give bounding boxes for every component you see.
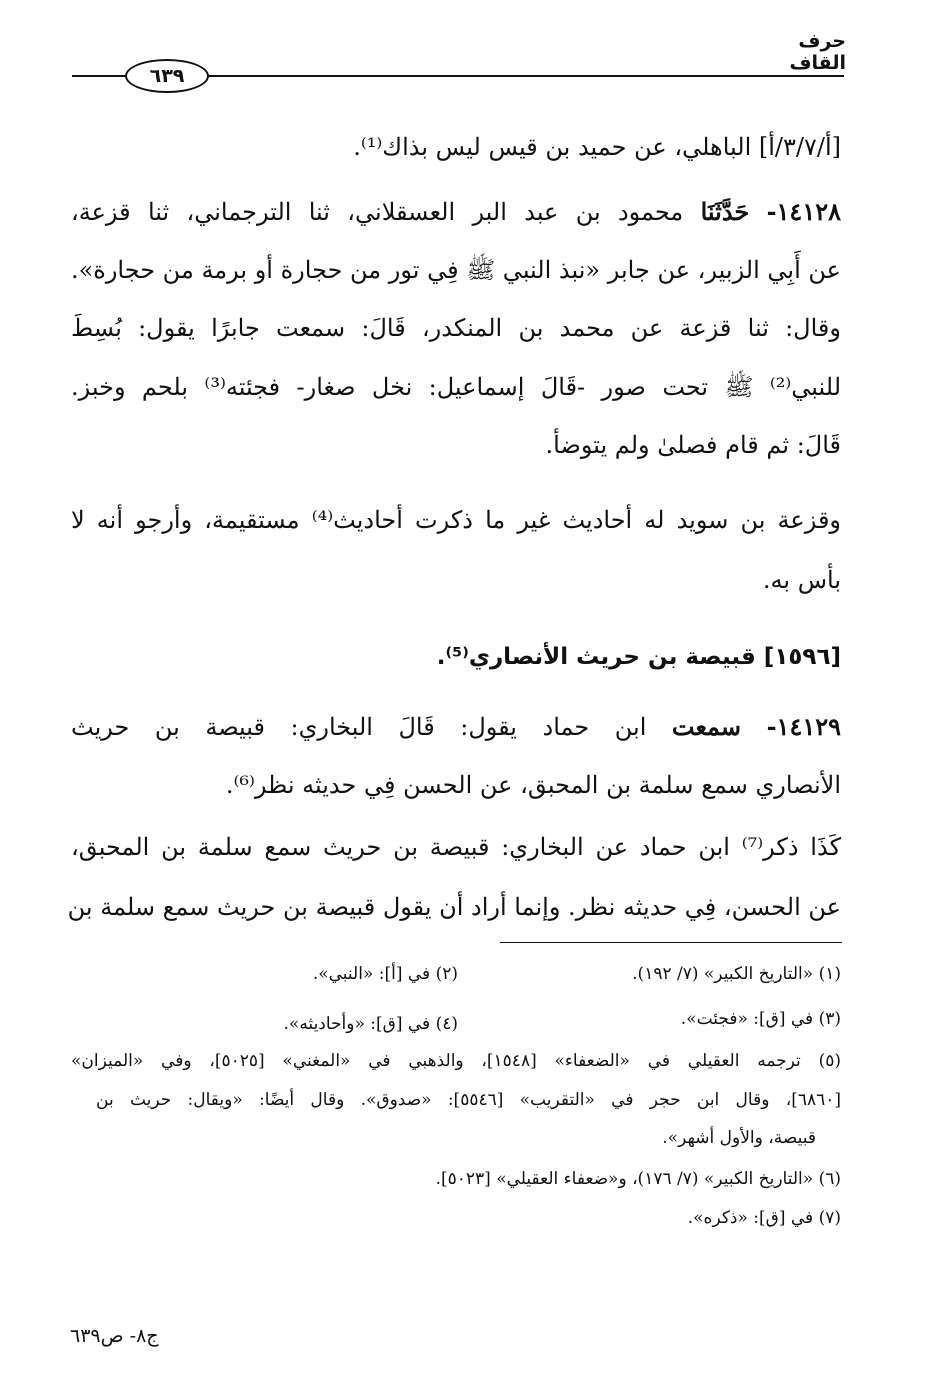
hadith-entry-14128 (71, 195, 841, 229)
footnote-separator (500, 942, 842, 943)
footnote-3: (٣) في [ق]: «فجئت». (680, 1009, 841, 1029)
hadith-number: ١٤١٢٩- (766, 712, 841, 741)
text-line: للنبي⁽²⁾ ﷺ تحت صور -قَالَ إسماعيل: نخل صغار- فجئته⁽³⁾ بلحم وخبز. (71, 373, 841, 401)
hadith-text: محمود بن عبد البر العسقلاني، ثنا الترجماني، ثنا قزعة، (71, 198, 684, 226)
text-line: وقزعة بن سويد له أحاديث غير ما ذكرت أحاديث⁽⁴⁾ مستقيمة، وأرجو أنه لا (71, 506, 842, 534)
footnote-5-line: قبيصة، والأول أشهر». (662, 1128, 816, 1148)
page-number-badge: ٦٣٩ (125, 59, 209, 93)
biography-heading: [١٥٩٦] قبيصة بن حريث الأنصاري⁽⁵⁾. (436, 644, 841, 670)
footnote-5-line: [٦٨٦٠]، وقال ابن حجر في «التقريب» [٥٥٤٦]: «صدوق». وقال أيضًا: «ويقال: حريث بن (96, 1090, 841, 1110)
text-line: عن أَبِي الزبير، عن جابر «نبذ النبي ﷺ فِي تور من حجارة أو برمة من حجارة». (70, 256, 841, 284)
footnote-1: (١) «التاريخ الكبير» (٧/ ١٩٢). (632, 964, 841, 984)
running-header-title: حرف القاف (789, 30, 846, 74)
text-line: الأنصاري سمع سلمة بن المحبق، عن الحسن فِي حديثه نظر⁽⁶⁾. (225, 771, 841, 799)
footnote-7: (٧) في [ق]: «ذكره». (687, 1208, 841, 1228)
footnote-2: (٢) في [أ]: «النبي». (312, 964, 458, 984)
hadith-entry-14129 (71, 710, 841, 744)
hadith-number: ١٤١٢٨- (766, 197, 841, 226)
text-line: كَذَا ذكر⁽⁷⁾ ابن حماد عن البخاري: قبيصة بن حريث سمع سلمة بن المحبق، (71, 833, 842, 861)
text-line: قَالَ: ثم قام فصلىٰ ولم يتوضأ. (545, 431, 841, 459)
volume-page-reference: ج٨- ص٦٣٩ (70, 1325, 159, 1347)
text-line: [أ/٣/٧/أ] الباهلي، عن حميد بن قيس ليس بذاك⁽¹⁾. (353, 133, 841, 161)
text-line: وقال: ثنا قزعة عن محمد بن المنكدر، قَالَ: سمعت جابرًا يقول: بُسِطَ (71, 314, 841, 342)
footnote-6: (٦) «التاريخ الكبير» (٧/ ١٧٦)، و«ضعفاء العقيلي» [٥٠٢٣]. (435, 1169, 841, 1189)
transmission-word: حَدَّثَنَا (700, 197, 750, 226)
footnote-4: (٤) في [ق]: «وأحاديثه». (283, 1014, 458, 1034)
text-line: عن الحسن، فِي حديثه نظر. وإنما أراد أن يقول قبيصة بن حريث سمع سلمة بن (67, 893, 841, 921)
transmission-word: سمعت (671, 712, 742, 741)
footnote-5-line: (٥) ترجمه العقيلي في «الضعفاء» [١٥٤٨]، والذهبي في «المغني» [٥٠٢٥]، وفي «الميزان» (71, 1051, 841, 1071)
hadith-text: ابن حماد يقول: قَالَ البخاري: قبيصة بن حريث (71, 713, 647, 741)
text-line: بأس به. (762, 566, 841, 594)
